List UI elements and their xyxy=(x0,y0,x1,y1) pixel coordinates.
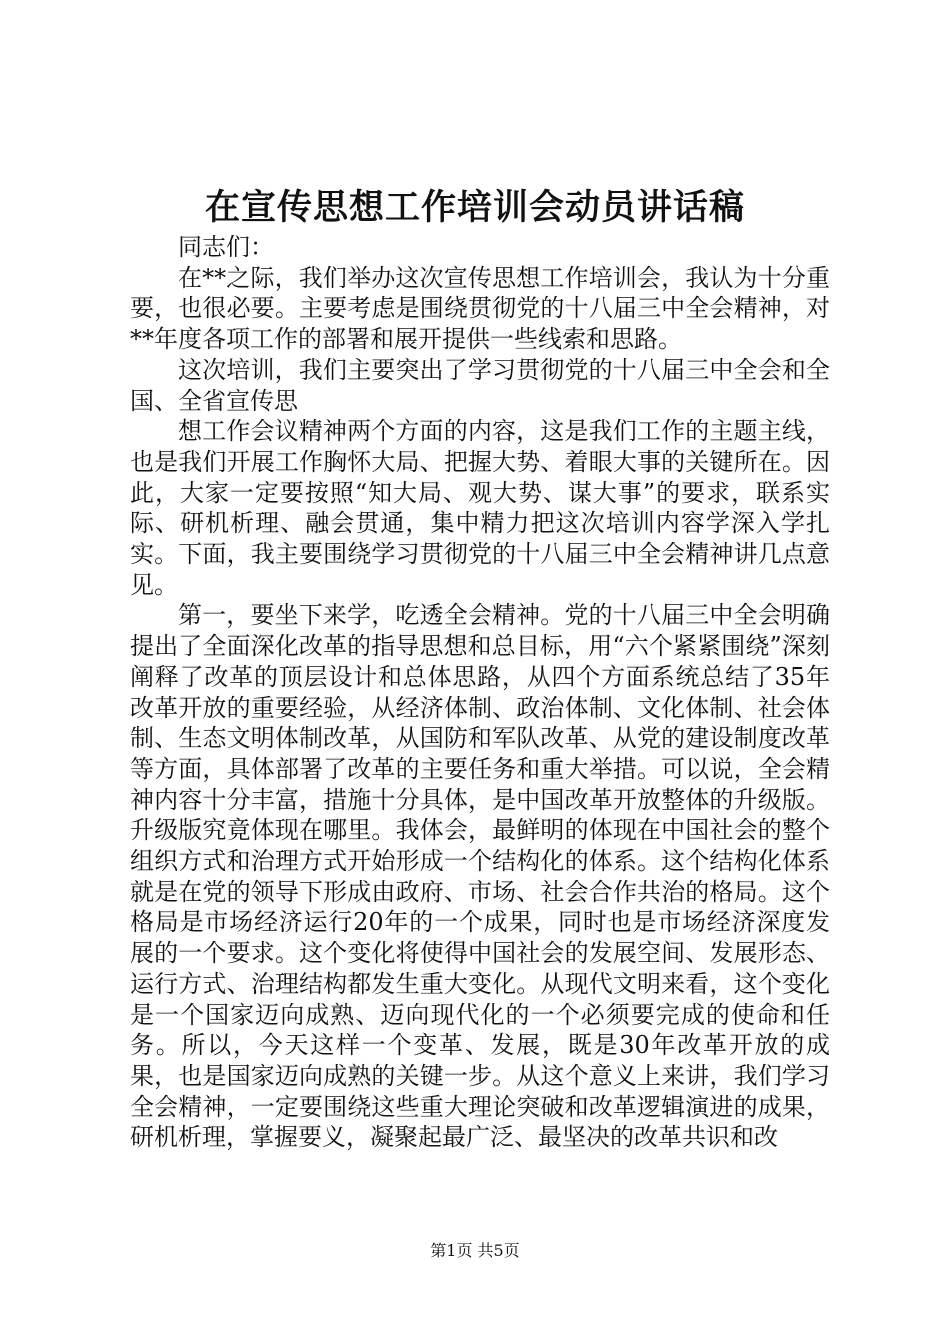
document-title: 在宣传思想工作培训会动员讲话稿 xyxy=(204,187,745,228)
paragraph: 第一，要坐下来学，吃透全会精神。党的十八届三中全会明确提出了全面深化改革的指导思想和总目标，用“六个紧紧围绕”深刻阐释了改革的顶层设计和总体思路，从四个方面系统总结了35年改革开放的重要经验，从经济体制、政治体制、文化体制、社会体制、生态文明体制改革，从国防和军队改革、从党的建设制度改革等方面，具体部署了改革的主要任务和重大举措。可以说，全会精神内容十分丰富，措施十分具体，是中国改革开放整体的升级版。升级版究竟体现在哪里。我体会，最鲜明的体现在中国社会的整个组织方式和治理方式开始形成一个结构化的体系。这个结构化体系就是在党的领导下形成由政府、市场、社会合作共治的格局。这个格局是市场经济运行20年的一个成果，同时也是市场经济深度发展的一个要求。这个变化将使得中国社会的发展空间、发展形态、运行方式、治理结构都发生重大变化。从现代文明来看，这个变化是一个国家迈向成熟、迈向现代化的一个必须要完成的使命和任务。所以，今天这样一个变革、发展，既是30年改革开放的成果，也是国家迈向成熟的关键一步。从这个意义上来讲，我们学习全会精神，一定要围绕这些重大理论突破和改革逻辑演进的成果，研机析理，掌握要义，凝聚起最广泛、最坚决的改革共识和改 xyxy=(130,601,830,1152)
paragraph: 想工作会议精神两个方面的内容，这是我们工作的主题主线，也是我们开展工作胸怀大局、把握大势、着眼大事的关键所在。因此，大家一定要按照“知大局、观大势、谋大事”的要求，联系实际、研机析理、融会贯通，集中精力把这次培训内容学深入学扎实。下面，我主要围绕学习贯彻党的十八届三中全会精神讲几点意见。 xyxy=(130,417,830,599)
paragraph: 在**之际，我们举办这次宣传思想工作培训会，我认为十分重要，也很必要。主要考虑是围绕贯彻党的十八届三中全会精神，对**年度各项工作的部署和展开提供一些线索和思路。 xyxy=(130,263,830,354)
salutation: 同志们： xyxy=(178,233,274,261)
paragraph: 这次培训，我们主要突出了学习贯彻党的十八届三中全会和全国、全省宣传思 xyxy=(130,355,830,415)
document-body xyxy=(130,232,830,1153)
page-footer: 第1页 共5页 xyxy=(430,1241,520,1260)
